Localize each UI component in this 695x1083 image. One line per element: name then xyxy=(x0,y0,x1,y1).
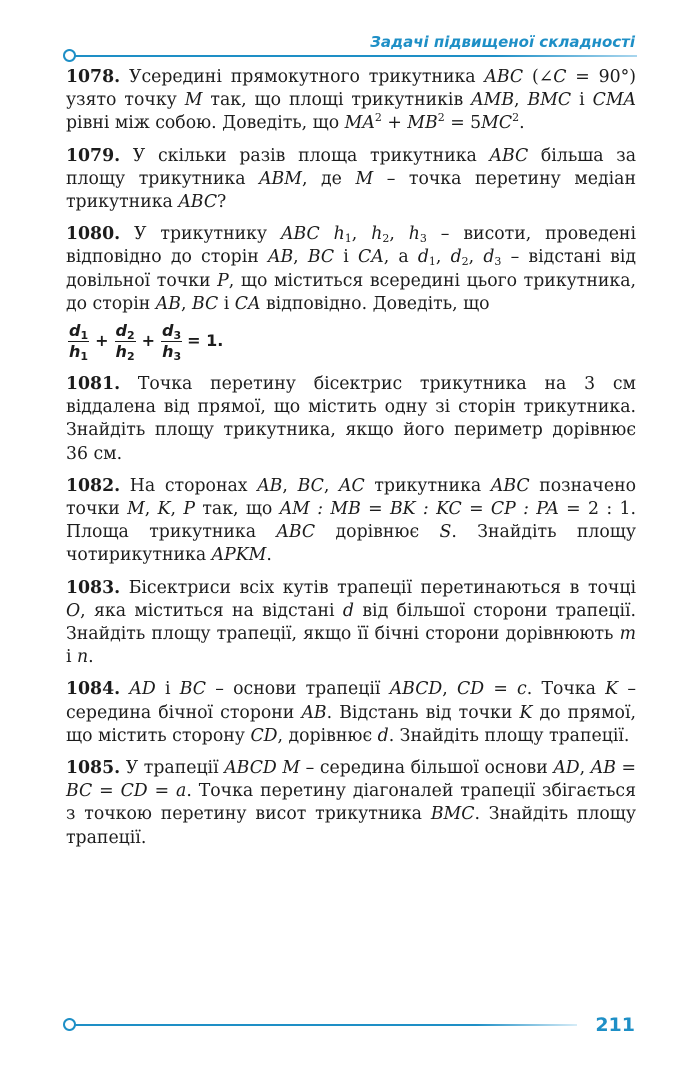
problem-1084: 1084. AD і BC – основи трапеції ABCD, CD = c. Точка K – середина бічної сторони AB. Відстань від точки K до прямої, що містить сторону CD, дорівнює d. Знайдіть площу трапеції. xyxy=(66,679,636,746)
page-number: 211 xyxy=(595,1014,635,1036)
problem-1083: 1083. Бісектриси всіх кутів трапеції перетинаються в точці O, яка міститься на відстані d від більшої сторони трапеції. Знайдіть площу трапеції, якщо її бічні сторони дорівнюють m і n. xyxy=(66,577,636,668)
header-rule-circle xyxy=(63,49,76,62)
problem-1078: 1078. Усередині прямокутного трикутника ABC (∠C = 90°) узято точку M так, що площі трикутників AMB, BMC і CMA рівні між собою. Доведіть, що $MA^2 + MB^2 = 5MC^2$. xyxy=(66,67,636,134)
footer-rule xyxy=(72,1024,577,1026)
fraction: $\frac{d_1}{h_1}$ xyxy=(69,320,89,363)
problem-1081: 1081. Точка перетину бісектрис трикутника на 3 см віддалена від прямої, що містить одну зі сторін трикутника. Знайдіть площу трикутника, якщо його периметр дорівнює 36 см. xyxy=(66,374,636,464)
fraction: $\frac{d_2}{h_2}$ xyxy=(115,320,135,363)
problems-list xyxy=(66,66,636,859)
footer-rule-circle xyxy=(63,1018,76,1031)
header-rule xyxy=(72,55,637,57)
section-title: Задачі підвищеної складності xyxy=(370,33,635,51)
fraction: $\frac{d_3}{h_3}$ xyxy=(162,320,182,363)
problem-1082: 1082. На сторонах AB, BC, AC трикутника ABC позначено точки M, K, P так, що AM : MB = BK : KC = CP : PA = 2 : 1. Площа трикутника ABC дорівнює S. Знайдіть площу чотирикутника APKM. xyxy=(66,475,636,566)
problem-1085: 1085. У трапеції ABCD M – середина більшої основи AD, AB = BC = CD = a. Точка перетину діагоналей трапеції збігається з точкою перетину висот трикутника BMC. Знайдіть площу трапеції. xyxy=(66,758,637,848)
problem-1079: 1079. У скільки разів площа трикутника ABC більша за площу трикутника ABM, де M – точка перетину медіан трикутника ABC? xyxy=(66,145,636,213)
problem-1080: 1080. У трикутнику ABC $h_1$, $h_2$, $h_3$ – висоти, проведені відповідно до сторін AB, BC і CA, а $d_1$, $d_2$, $d_3$ – відстані від довільної точки P, що міститься всередині цього трикутника, до сторін AB, BC і CA відповідно. Доведіть, що $\frac{d_1}{h_1}$ + $\frac{d_2}{h_2}$ + $\frac{d_3}{h_3}$ = 1. xyxy=(66,224,636,363)
formula-1080: $\frac{d_1}{h_1}$ + $\frac{d_2}{h_2}$ + $\frac{d_3}{h_3}$ = 1. xyxy=(69,320,224,363)
